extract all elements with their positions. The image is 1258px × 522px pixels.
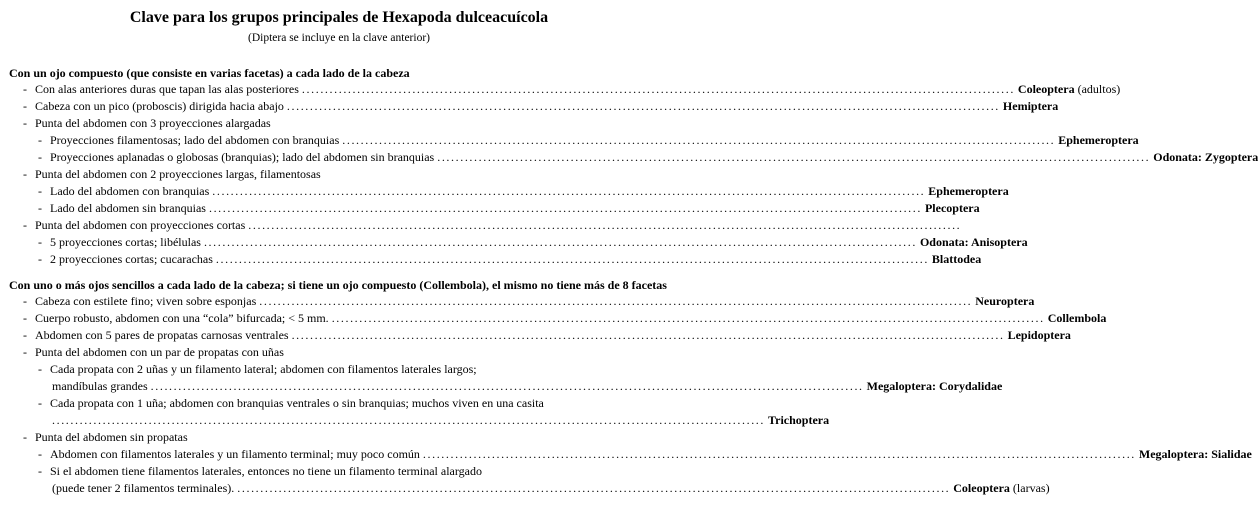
entry-answer — [1058, 132, 1138, 149]
key-subentry — [9, 183, 1009, 200]
dash-marker: - — [23, 430, 27, 444]
key-entry — [9, 344, 669, 361]
entry-text: Punta del abdomen con 3 proyecciones alargadas — [35, 116, 271, 130]
dot-leader: ........................................................................................................................................................... — [259, 294, 973, 308]
page-title: Clave para los grupos principales de Hexapoda dulceacuícola — [129, 9, 549, 26]
key-subentry — [9, 395, 669, 412]
taxon-name: Lepidoptera — [1007, 328, 1071, 342]
taxon-name: Trichoptera — [768, 413, 830, 427]
key-entry — [9, 81, 1121, 98]
entry-text: Abdomen con 5 pares de propatas carnosas ventrales — [35, 328, 289, 342]
dash-marker: - — [38, 447, 42, 461]
entry-text: Punta del abdomen con proyecciones cortas — [35, 218, 246, 232]
entry-answer — [925, 200, 980, 217]
dot-leader: ........................................................................................................................................................... — [52, 413, 765, 427]
entry-text: Cuerpo robusto, abdomen con una “cola” bifurcada; < 5 mm. — [35, 311, 329, 325]
dash-marker: - — [38, 201, 42, 215]
key-entry — [9, 115, 669, 132]
dash-marker: - — [38, 396, 42, 410]
dash-marker: - — [23, 294, 27, 308]
entry-text: mandíbulas grandes — [52, 379, 148, 393]
taxon-name: Megaloptera: Corydalidae — [866, 379, 1003, 393]
dot-leader: ........................................................................................................................................................... — [286, 99, 1000, 113]
dash-marker: - — [23, 82, 27, 96]
dot-leader: ........................................................................................................................................................... — [342, 133, 1056, 147]
entry-text: Punta del abdomen sin propatas — [35, 430, 188, 444]
dash-marker: - — [23, 116, 27, 130]
entry-text: Lado del abdomen sin branquias — [50, 201, 206, 215]
dot-leader: ........................................................................................................................................................... — [212, 184, 926, 198]
dot-leader: ........................................................................................................................................................... — [237, 481, 951, 495]
dash-marker: - — [38, 362, 42, 376]
entry-answer — [1018, 81, 1120, 98]
dash-marker: - — [38, 184, 42, 198]
entry-answer — [928, 183, 1008, 200]
dash-marker: - — [38, 235, 42, 249]
entry-answer — [953, 480, 1049, 497]
taxon-name: Ephemeroptera — [1058, 133, 1139, 147]
key-subentry — [9, 361, 669, 378]
dash-marker: - — [23, 99, 27, 113]
key-subentry — [9, 234, 1028, 251]
taxon-note: (larvas) — [1009, 481, 1050, 495]
dash-marker: - — [38, 133, 42, 147]
dash-marker: - — [38, 464, 42, 478]
key-subentry — [9, 200, 980, 217]
entry-text: Proyecciones aplanadas o globosas (branquias); lado del abdomen sin branquias — [50, 150, 435, 164]
entry-text: Cabeza con un pico (proboscis) dirigida hacia abajo — [35, 99, 284, 113]
taxon-name: Collembola — [1047, 311, 1107, 325]
entry-answer — [920, 234, 1028, 251]
key-subentry-continuation — [9, 480, 1050, 497]
key-subentry — [9, 149, 1258, 166]
page-subtitle: (Diptera se incluye en la clave anterior) — [248, 32, 430, 44]
key-entry — [9, 98, 1059, 115]
key-subentry — [9, 446, 1252, 463]
entry-answer — [1003, 98, 1058, 115]
entry-text: Abdomen con filamentos laterales y un filamento terminal; muy poco común — [50, 447, 420, 461]
taxon-name: Megaloptera: Sialidae — [1138, 447, 1252, 461]
key-entry — [9, 327, 1071, 344]
key-entry — [9, 293, 1035, 310]
entry-text: Si el abdomen tiene filamentos laterales, entonces no tiene un filamento terminal alargado — [50, 464, 482, 478]
dot-leader: ........................................................................................................................................................... — [422, 447, 1136, 461]
section-heading-simple-eyes: Con uno o más ojos sencillos a cada lado de la cabeza; si tiene un ojo compuesto (Collembola), el mismo no tiene más de 8 facetas — [9, 278, 667, 292]
entry-text: Cada propata con 1 uña; abdomen con branquias ventrales o sin branquias; muchos viven en una casita — [50, 396, 544, 410]
dash-marker: - — [23, 218, 27, 232]
entry-text: Punta del abdomen con 2 proyecciones largas, filamentosas — [35, 167, 321, 181]
entry-answer — [975, 293, 1034, 310]
dot-leader: ........................................................................................................................................................... — [291, 328, 1005, 342]
dot-leader: ........................................................................................................................................................... — [331, 311, 1045, 325]
entry-text: Con alas anteriores duras que tapan las alas posteriores — [35, 82, 299, 96]
entry-answer — [1048, 310, 1107, 327]
key-subentry — [9, 132, 1139, 149]
taxon-name: Coleoptera — [953, 481, 1010, 495]
section-heading-compound-eye: Con un ojo compuesto (que consiste en varias facetas) a cada lado de la cabeza — [9, 66, 410, 80]
key-entry — [9, 217, 962, 234]
dot-leader: ........................................................................................................................................................... — [150, 379, 864, 393]
entry-answer — [768, 412, 829, 429]
dash-marker: - — [23, 311, 27, 325]
dot-leader: ........................................................................................................................................................... — [301, 82, 1015, 96]
dash-marker: - — [38, 252, 42, 266]
key-subentry-continuation — [9, 378, 1003, 395]
taxon-name: Neuroptera — [975, 294, 1035, 308]
taxon-name: Hemiptera — [1002, 99, 1059, 113]
dot-leader: ........................................................................................................................................................... — [203, 235, 917, 249]
entry-text: (puede tener 2 filamentos terminales). — [52, 481, 235, 495]
dot-leader: ........................................................................................................................................................... — [208, 201, 922, 215]
taxon-name: Ephemeroptera — [928, 184, 1009, 198]
key-entry — [9, 429, 669, 446]
entry-answer — [1008, 327, 1071, 344]
taxon-note: (adultos) — [1074, 82, 1121, 96]
taxon-name: Odonata: Anisoptera — [919, 235, 1028, 249]
key-entry — [9, 166, 669, 183]
taxon-name: Odonata: Zygoptera — [1153, 150, 1258, 164]
entry-text: 2 proyecciones cortas; cucarachas — [50, 252, 213, 266]
entry-text: 5 proyecciones cortas; libélulas — [50, 235, 201, 249]
dash-marker: - — [23, 345, 27, 359]
dash-marker: - — [23, 328, 27, 342]
taxon-name: Coleoptera — [1017, 82, 1075, 96]
entry-text: Lado del abdomen con branquias — [50, 184, 210, 198]
entry-text: Punta del abdomen con un par de propatas con uñas — [35, 345, 284, 359]
entry-answer — [932, 251, 981, 268]
dot-leader: ........................................................................................................................................................... — [248, 218, 962, 232]
key-subentry-continuation — [9, 412, 830, 429]
dash-marker: - — [38, 150, 42, 164]
key-entry — [9, 310, 1107, 327]
entry-text: Cada propata con 2 uñas y un filamento lateral; abdomen con filamentos laterales largos; — [50, 362, 477, 376]
dash-marker: - — [23, 167, 27, 181]
dot-leader: ........................................................................................................................................................... — [437, 150, 1151, 164]
dot-leader: ........................................................................................................................................................... — [215, 252, 929, 266]
entry-text: Proyecciones filamentosas; lado del abdomen con branquias — [50, 133, 340, 147]
taxon-name: Plecoptera — [924, 201, 980, 215]
entry-answer — [867, 378, 1003, 395]
key-subentry — [9, 251, 982, 268]
entry-answer — [1139, 446, 1252, 463]
entry-answer — [1153, 149, 1258, 166]
taxon-name: Blattodea — [931, 252, 982, 266]
key-subentry — [9, 463, 669, 480]
entry-text: Cabeza con estilete fino; viven sobre esponjas — [35, 294, 257, 308]
